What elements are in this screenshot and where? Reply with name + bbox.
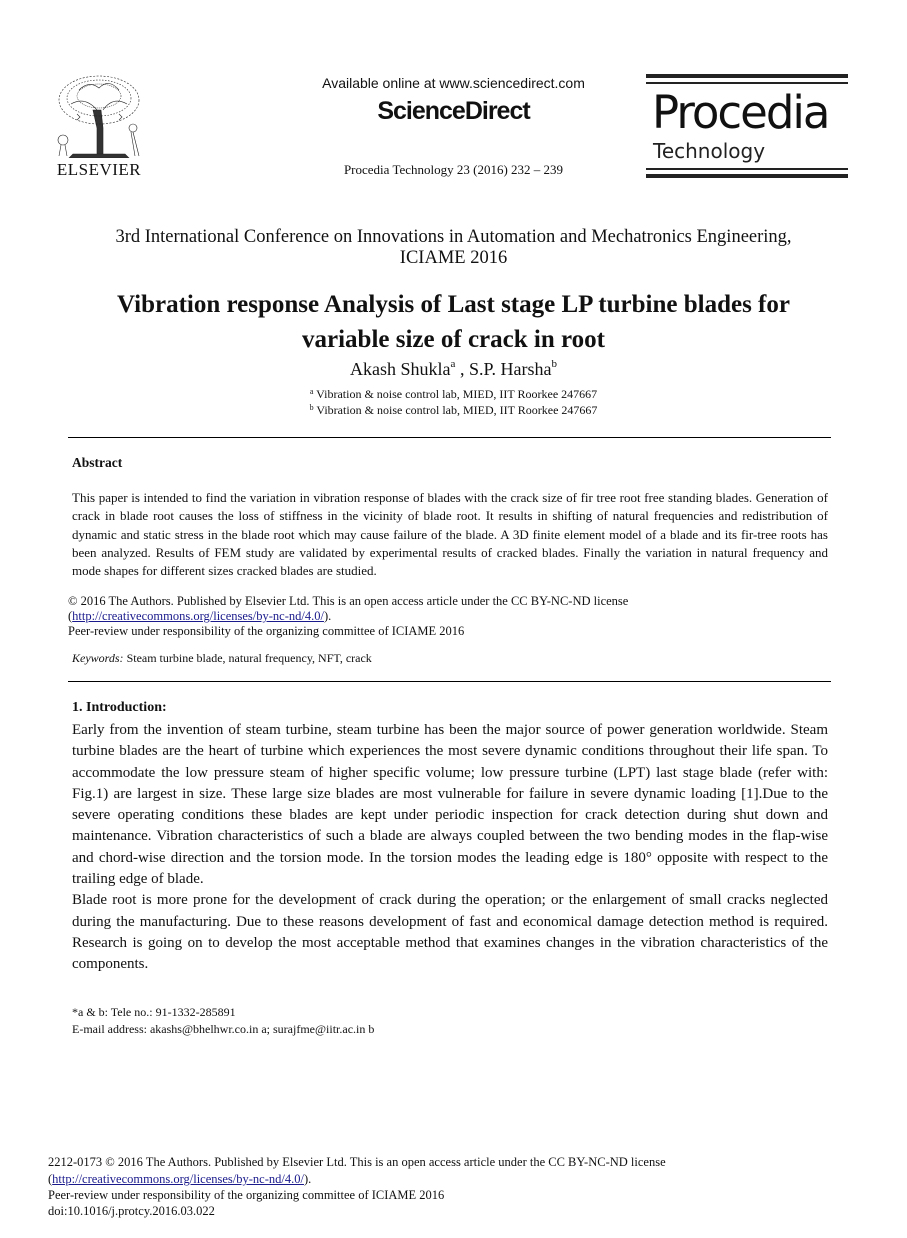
procedia-subtitle: Technology: [653, 139, 766, 163]
paren-close: ).: [303, 1172, 312, 1186]
introduction-body: [72, 720, 828, 976]
footnote-telephone: *a & b: Tele no.: 91-1332-285891: [72, 1005, 236, 1019]
author-list: [0, 358, 907, 380]
sciencedirect-logo: ScienceDirect: [377, 97, 530, 125]
license-link[interactable]: http://creativecommons.org/licenses/by-nc-nd/4.0/: [72, 609, 324, 623]
logo-rule-bottom-thin: [646, 168, 848, 170]
keywords-label: Keywords:: [72, 651, 124, 665]
paragraph: Early from the invention of steam turbine, steam turbine has been the major source of power generation worldwide. Steam turbine blades are the heart of turbine which experiences the most severe dynamic conditions throughout their life span. To accommodate the low pressure steam of higher specific volume; low pressure turbine (LPT) last stage blade (refer with: Fig.1) are largest in size. These large size blades are most vulnerable for failure in severe dynamic loading [1].Due to the severe operating conditions these blades are kept under periodic inspection for crack detection during shut down and maintenance. Vibration characteristics of such a blade are always coupled between the two bending modes in the flap-wise and chord-wise direction and the torsion mode. In the torsion modes the leading edge is 180° opposite with respect to the trailing edge of blade.: [72, 722, 828, 888]
peer-review-line: Peer-review under responsibility of the organizing committee of ICIAME 2016: [68, 624, 465, 638]
abstract-text: This paper is intended to find the variation in vibration response of blades with the crack size of fir tree root free standing blades. Generation of crack in blade root causes the loss of stiffness in the vicinity of blade root. It results in shifting of natural frequencies and redistribution of dynamic and static stress in the blade root which may cause failure of the blade. A 3D finite element model of a blade and its fir-tree roots has been analyzed. Results of FEM study are validated by experimental results of cracked blades. Finally the variation in natural frequency and mode shapes for different sizes cracked blades are studied.: [72, 490, 828, 579]
doi: doi:10.1016/j.protcy.2016.03.022: [48, 1204, 215, 1218]
section-heading-introduction: 1. Introduction:: [72, 700, 167, 715]
conference-name: [60, 227, 847, 269]
keywords-text: Steam turbine blade, natural frequency, NFT, crack: [123, 651, 372, 665]
affiliation-mark: b: [309, 403, 314, 412]
journal-reference: Procedia Technology 23 (2016) 232 – 239: [343, 162, 564, 177]
footer-license-link[interactable]: http://creativecommons.org/licenses/by-nc-nd/4.0/: [52, 1172, 304, 1186]
author-name: Akash Shukla: [350, 359, 451, 379]
affiliation-text: Vibration & noise control lab, MIED, IIT Roorkee 247667: [316, 387, 598, 401]
paren-close: ).: [323, 609, 332, 623]
affiliation: [0, 403, 907, 418]
issn-copyright: 2212-0173 © 2016 The Authors. Published by Elsevier Ltd. This is an open access article under the CC BY-NC-ND license: [48, 1155, 666, 1169]
paragraph: Blade root is more prone for the development of crack during the operation; or the enlargement of small cracks neglected during the manufacturing. Due to these reasons development of fast and economical damage detection method is required. Research is going on to develop the most acceptable method that examines changes in the vibration characteristics of the components.: [72, 892, 828, 973]
paper-title: [40, 287, 867, 357]
keywords: [72, 651, 372, 666]
affiliation-text: Vibration & noise control lab, MIED, IIT Roorkee 247667: [316, 403, 598, 417]
author-affiliation-mark: b: [551, 358, 557, 370]
copyright-line: © 2016 The Authors. Published by Elsevier Ltd. This is an open access article under the CC BY-NC-ND license: [68, 594, 629, 608]
divider: [68, 681, 831, 682]
abstract-heading: Abstract: [72, 455, 123, 470]
footer-peer-review: Peer-review under responsibility of the organizing committee of ICIAME 2016: [48, 1188, 445, 1202]
footnote-email: E-mail address: akashs@bhelhwr.co.in a; surajfme@iitr.ac.in b: [72, 1022, 375, 1036]
conference-line-1: 3rd International Conference on Innovations in Automation and Mechatronics Engineering,: [115, 227, 792, 247]
logo-rule-bottom: [646, 174, 848, 178]
affiliation-mark: a: [309, 387, 314, 396]
title-line-2: variable size of crack in root: [302, 326, 605, 353]
affiliation: [0, 387, 907, 402]
logo-rule-top-thin: [646, 82, 848, 84]
author-affiliation-mark: a: [450, 358, 456, 370]
logo-rule-top: [646, 74, 848, 78]
procedia-technology-logo: [646, 74, 848, 178]
paren-open: (: [48, 1172, 53, 1186]
author-separator: ,: [455, 359, 469, 379]
license-link-line: [68, 609, 828, 624]
elsevier-wordmark: ELSEVIER: [56, 160, 142, 179]
procedia-wordmark: Procedia: [652, 86, 829, 139]
conference-line-2: ICIAME 2016: [399, 248, 508, 268]
footer-license-link-line: [48, 1172, 311, 1187]
paren-open: (: [68, 609, 73, 623]
author-name: S.P. Harsha: [468, 359, 552, 379]
available-online-line: Available online at www.sciencedirect.com: [322, 75, 585, 91]
divider: [68, 437, 831, 438]
title-line-1: Vibration response Analysis of Last stage LP turbine blades for: [117, 291, 790, 318]
